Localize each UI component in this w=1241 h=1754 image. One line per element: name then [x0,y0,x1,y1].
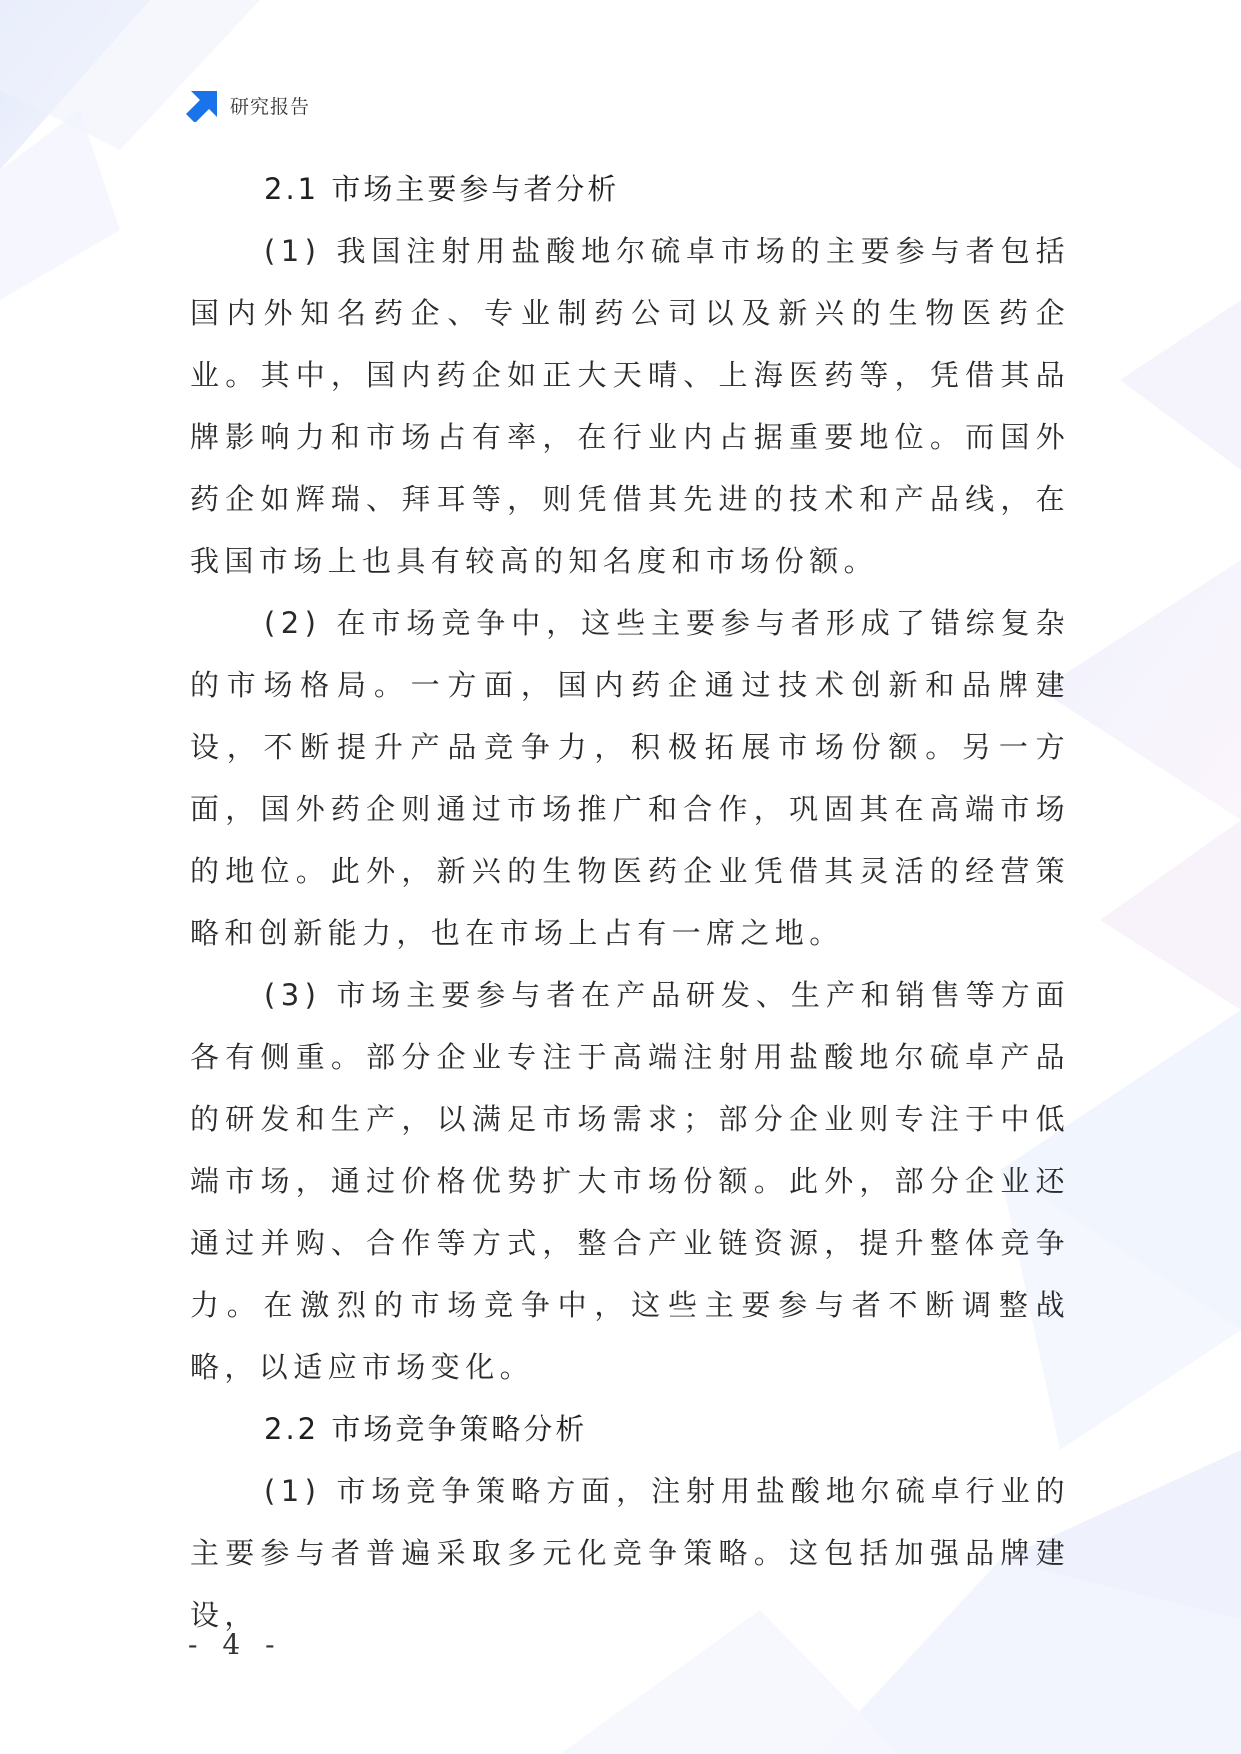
section-heading: 2.1 市场主要参与者分析 [264,172,620,206]
paragraph: (1) 市场竞争策略方面，注射用盐酸地尔硫卓行业的主要参与者普遍采取多元化竞争策略。这包括加强品牌建设， [190,1474,1070,1632]
page-number: - 4 - [188,1628,283,1661]
arrow-up-right-icon [186,88,220,122]
paragraph: (1) 我国注射用盐酸地尔硫卓市场的主要参与者包括国内外知名药企、专业制药公司以及新兴的生物医药企业。其中，国内药企如正大天晴、上海医药等，凭借其品牌影响力和市场占有率，在行业内占据重要地位。而国外药企如辉瑞、拜耳等，则凭借其先进的技术和产品线，在我国市场上也具有较高的知名度和市场份额。 [190,234,1070,578]
section-heading: 2.2 市场竞争策略分析 [264,1412,588,1446]
report-header [186,88,310,122]
document-body [190,158,1070,1646]
header-title: 研究报告 [230,95,311,118]
paragraph: (2) 在市场竞争中，这些主要参与者形成了错综复杂的市场格局。一方面，国内药企通过技术创新和品牌建设，不断提升产品竞争力，积极拓展市场份额。另一方面，国外药企则通过市场推广和合作，巩固其在高端市场的地位。此外，新兴的生物医药企业凭借其灵活的经营策略和创新能力，也在市场上占有一席之地。 [190,606,1070,950]
paragraph: (3) 市场主要参与者在产品研发、生产和销售等方面各有侧重。部分企业专注于高端注射用盐酸地尔硫卓产品的研发和生产，以满足市场需求；部分企业则专注于中低端市场，通过价格优势扩大市场份额。此外，部分企业还通过并购、合作等方式，整合产业链资源，提升整体竞争力。在激烈的市场竞争中，这些主要参与者不断调整战略，以适应市场变化。 [190,978,1070,1384]
